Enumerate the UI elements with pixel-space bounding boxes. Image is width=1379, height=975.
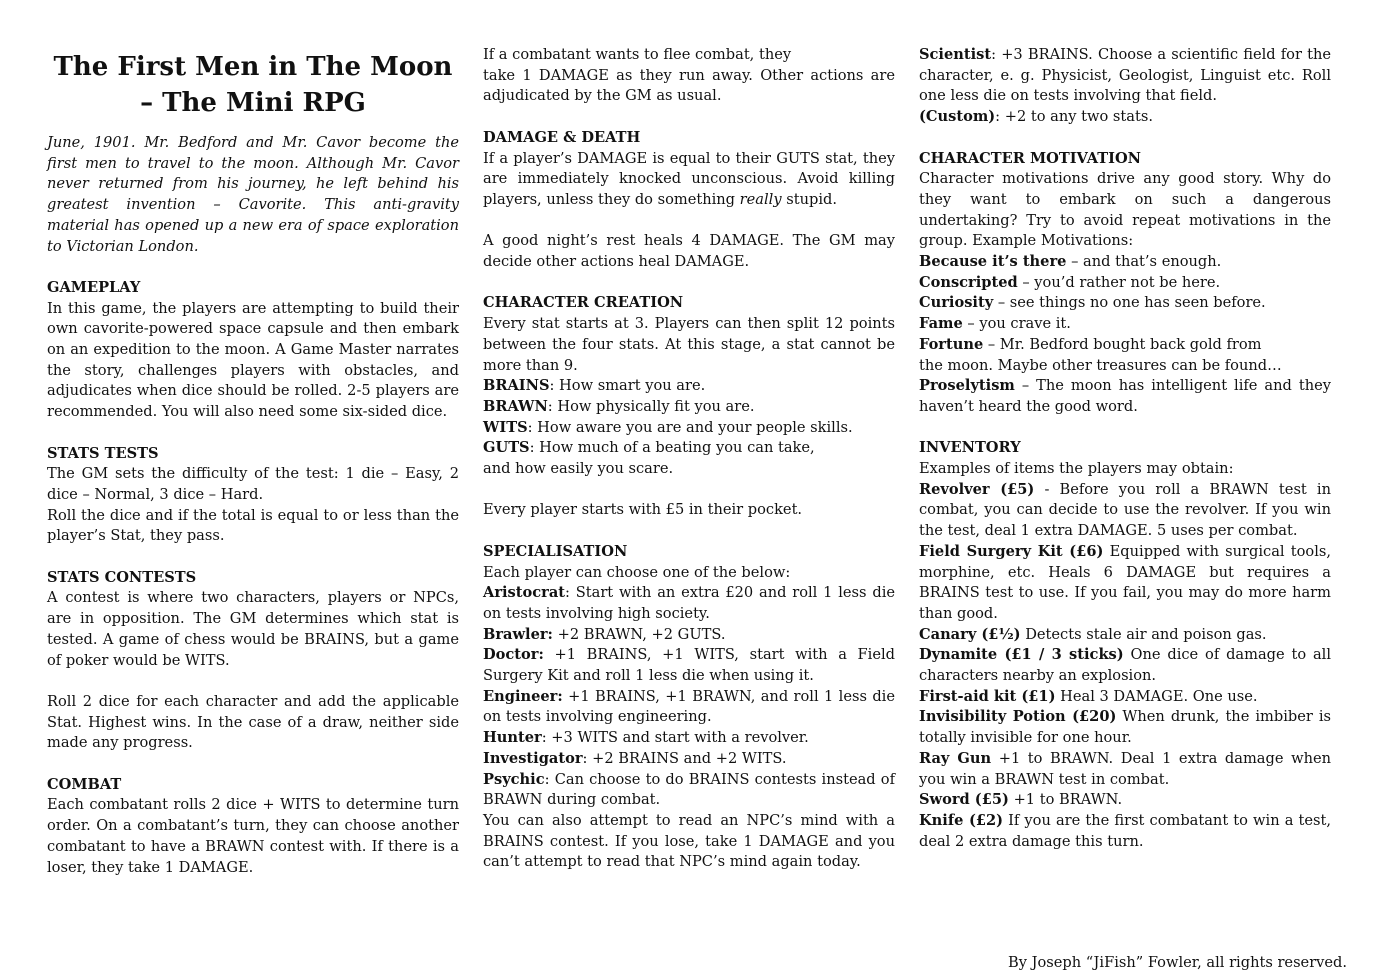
starting-money: Every player starts with £5 in their pocket. xyxy=(483,501,803,519)
inventory-item: First-aid kit (£1) Heal 3 DAMAGE. One use. xyxy=(919,687,1258,705)
inventory-item: Field Surgery Kit (£6) Equipped with surgical tools, morphine, etc. Heals 6 DAMAGE but requires a BRAINS test to use. If you fail, you may do more harm than good. xyxy=(919,542,1332,622)
motivation-item: Conscripted – you’d rather not be here. xyxy=(919,273,1221,291)
inventory-item: Sword (£5) +1 to BRAWN. xyxy=(919,791,1123,809)
spec-scientist: Scientist: +3 BRAINS. Choose a scientific field for the character, e. g. Physicist, Geologist, Linguist etc. Roll one less die on tests involving that field. xyxy=(919,46,1331,105)
motivation-item: Fortune – Mr. Bedford bought back gold from xyxy=(919,335,1262,353)
spec-psychic: Psychic: Can choose to do BRAINS contests instead of BRAWN during combat. xyxy=(483,770,895,809)
inventory-section xyxy=(919,438,1331,852)
spec-aristocrat: Aristocrat: Start with an extra £20 and roll 1 less die on tests involving high society. xyxy=(483,584,895,622)
inventory-item: Dynamite (£1 / 3 sticks) One dice of damage to all characters nearby an explosion. xyxy=(919,646,1332,685)
damage-text-2: A good night’s rest heals 4 DAMAGE. The GM may decide other actions heal DAMAGE. xyxy=(483,232,895,270)
motivation-text: Character motivations drive any good story. Why do they want to embark on such a dangerous undertaking? Try to avoid repeat motivations in the group. Example Motivations: xyxy=(919,170,1331,250)
combat-flee-text: take 1 DAMAGE as they run away. Other actions are adjudicated by the GM as usual. xyxy=(483,66,895,105)
combat-flee-line: If a combatant wants to flee combat, they xyxy=(483,46,792,63)
inventory-item: Revolver (£5) - Before you roll a BRAWN test in combat, you can decide to use the revolver. If you win the test, deal 1 extra DAMAGE. 5 uses per combat. xyxy=(919,480,1331,540)
creation-text: Every stat starts at 3. Players can then split 12 points between the four stats. At this stage, a stat cannot be more than 9. xyxy=(483,315,895,374)
stats-tests-text-1: The GM sets the difficulty of the test: 1 die – Easy, 2 dice – Normal, 3 dice – Hard. xyxy=(47,465,459,503)
spec-psychic-extra: You can also attempt to read an NPC’s mind with a BRAINS contest. If you lose, take 1 DAMAGE and you can’t attempt to read that NPC’s mind again today. xyxy=(483,811,895,871)
specialisation-section xyxy=(483,542,895,873)
stats-contests-text-2: Roll 2 dice for each character and add the applicable Stat. Highest wins. In the case of a draw, neither side made any progress. xyxy=(47,692,459,752)
motivation-item: Proselytism – The moon has intelligent life and they haven’t heard the good word. xyxy=(919,377,1331,415)
gameplay-text: In this game, the players are attempting to build their own cavorite-powered space capsule and then embark on an expedition to the moon. A Game Master narrates the story, challenges players with obstacles, and adjudicates when dice should be rolled. 2-5 players are recommended. You will also need some six-sided dice. xyxy=(47,299,459,421)
inventory-item: Canary (£½) Detects stale air and poison gas. xyxy=(919,625,1267,643)
page-title: The First Men in The Moon – The Mini RPG xyxy=(53,52,453,118)
creation-section xyxy=(483,293,895,521)
intro-paragraph: June, 1901. Mr. Bedford and Mr. Cavor become the first men to travel to the moon. Although Mr. Cavor never returned from his journey, he left behind his greatest invention – Cavorite. This anti-gravity material has opened up a new era of space exploration to Victorian London. xyxy=(47,134,459,255)
spec-investigator: Investigator: +2 BRAINS and +2 WITS. xyxy=(483,749,787,767)
damage-text-1: If a player’s DAMAGE is equal to their GUTS stat, they are immediately knocked unconscious. Avoid killing players, unless they do something really stupid. xyxy=(483,149,895,208)
damage-section xyxy=(483,128,895,273)
inventory-item: Invisibility Potion (£20) When drunk, the imbiber is totally invisible for one hour. xyxy=(919,708,1331,747)
combat-text-1: Each combatant rolls 2 dice + WITS to determine turn order. On a combatant’s turn, they can choose another combatant to have a BRAWN contest with. If there is a loser, they take 1 DAMAGE. xyxy=(47,796,459,876)
spec-custom: (Custom): +2 to any two stats. xyxy=(919,108,1153,126)
column-3 xyxy=(919,45,1331,852)
stat-guts: GUTS: How much of a beating you can take, xyxy=(483,439,815,457)
creation-heading: CHARACTER CREATION xyxy=(483,294,684,312)
spec-brawler: Brawler: +2 BRAWN, +2 GUTS. xyxy=(483,625,726,643)
inventory-item: Ray Gun +1 to BRAWN. Deal 1 extra damage when you win a BRAWN test in combat. xyxy=(919,749,1332,788)
stat-wits: WITS: How aware you are and your people skills. xyxy=(483,418,853,436)
inventory-intro: Examples of items the players may obtain: xyxy=(919,460,1234,478)
specialisation-heading: SPECIALISATION xyxy=(483,542,628,560)
motivation-section xyxy=(919,149,1331,418)
inventory-heading: INVENTORY xyxy=(919,439,1021,457)
spec-doctor: Doctor: +1 BRAINS, +1 WITS, start with a Field Surgery Kit and roll 1 less die when using it. xyxy=(483,646,895,685)
spec-engineer: Engineer: +1 BRAINS, +1 BRAWN, and roll 1 less die on tests involving engineering. xyxy=(483,687,895,726)
column-2 xyxy=(483,45,895,873)
gameplay-section xyxy=(47,278,459,423)
motivation-item: Curiosity – see things no one has seen before. xyxy=(919,294,1266,312)
stats-tests-text-2: Roll the dice and if the total is equal to or less than the player’s Stat, they pass. xyxy=(47,506,459,545)
stat-brains: BRAINS: How smart you are. xyxy=(483,377,706,395)
gameplay-heading: GAMEPLAY xyxy=(47,278,141,296)
stat-brawn: BRAWN: How physically fit you are. xyxy=(483,397,755,415)
motivation-fortune-cont: the moon. Maybe other treasures can be found… xyxy=(919,356,1282,374)
combat-section xyxy=(47,775,459,879)
damage-heading: DAMAGE & DEATH xyxy=(483,128,641,146)
spec-hunter: Hunter: +3 WITS and start with a revolver. xyxy=(483,729,809,747)
stats-tests-heading: STATS TESTS xyxy=(47,444,159,462)
inventory-item: Knife (£2) If you are the first combatant to win a test, deal 2 extra damage this turn. xyxy=(919,811,1331,850)
motivation-heading: CHARACTER MOTIVATION xyxy=(919,149,1141,167)
stats-contests-heading: STATS CONTESTS xyxy=(47,568,197,586)
stats-contests-text-1: A contest is where two characters, players or NPCs, are in opposition. The GM determines which stat is tested. A game of chess would be BRAINS, but a game of poker would be WITS. xyxy=(47,589,459,669)
combat-heading: COMBAT xyxy=(47,775,122,793)
stats-tests-section xyxy=(47,444,459,548)
author-credit: By Joseph “JiFish” Fowler, all rights reserved. xyxy=(1008,954,1348,971)
motivation-item: Fame – you crave it. xyxy=(919,315,1071,333)
motivation-item: Because it’s there – and that’s enough. xyxy=(919,253,1222,271)
stats-contests-section xyxy=(47,568,459,754)
emphasis-really: really xyxy=(739,190,782,208)
specialisation-intro: Each player can choose one of the below: xyxy=(483,563,791,581)
column-1 xyxy=(47,45,459,878)
stat-guts-cont: and how easily you scare. xyxy=(483,460,674,478)
